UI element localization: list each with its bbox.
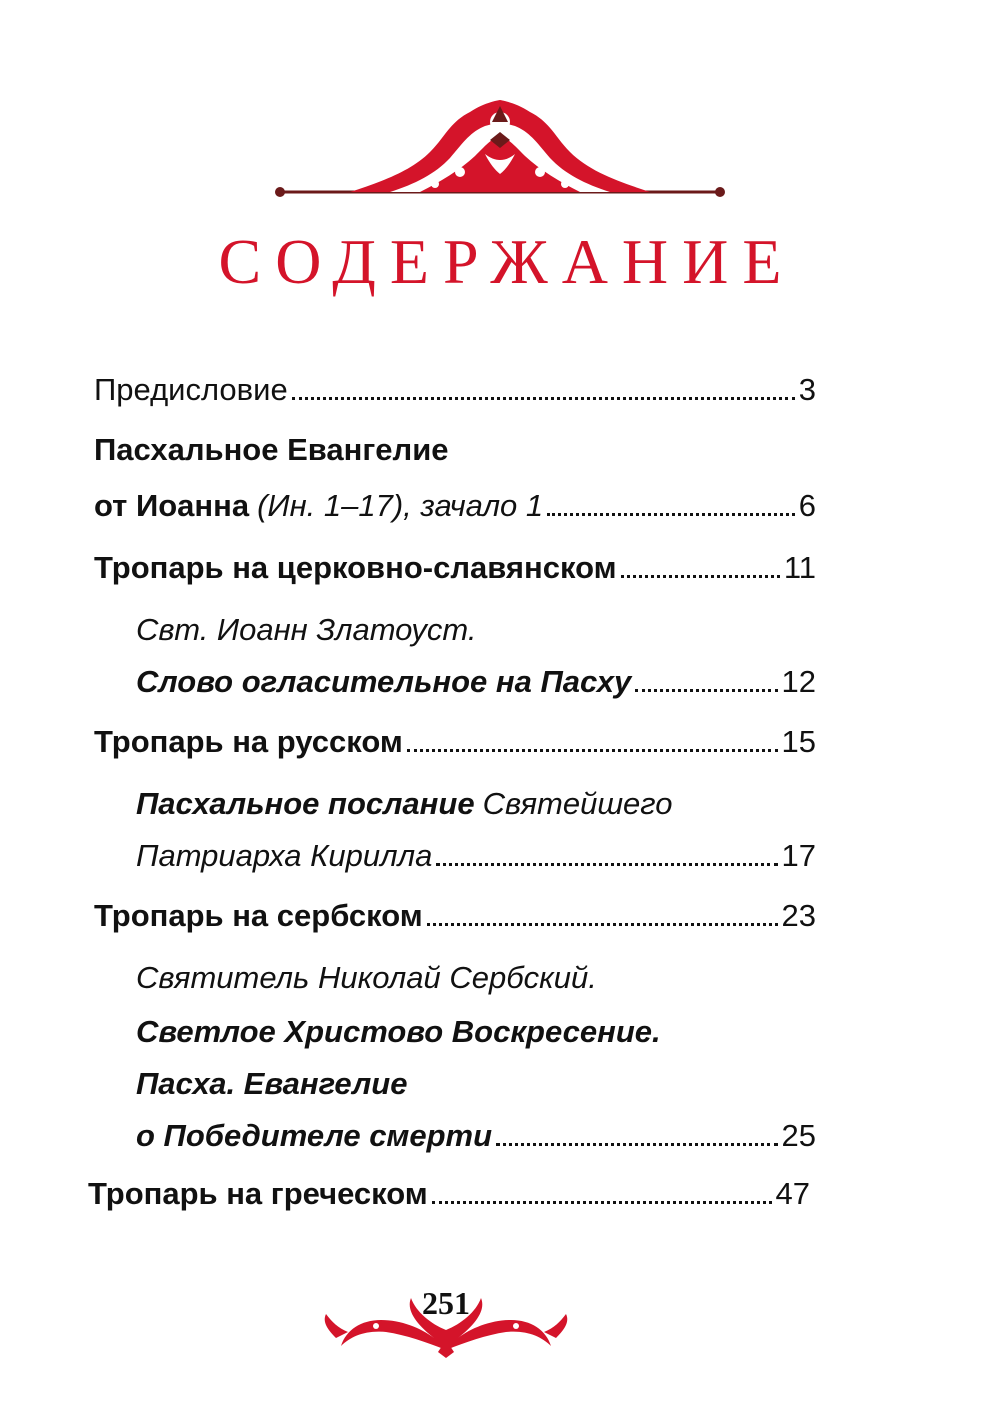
toc-page-number: 6 xyxy=(798,488,816,523)
toc-entry-title: о Победителе смерти xyxy=(136,1118,493,1153)
toc-entry-patriarch[interactable] xyxy=(136,836,816,876)
toc-entry-author: Патриарха Кирилла xyxy=(136,838,433,873)
toc-entry-chrysostom-author xyxy=(136,610,816,650)
toc-page-number: 25 xyxy=(781,1118,816,1153)
toc-entry-title: Слово огласительное на Пасху xyxy=(136,664,632,699)
leader-dots xyxy=(292,397,795,400)
page-title: СОДЕРЖАНИЕ xyxy=(218,226,796,297)
toc-entry-title: Тропарь на греческом xyxy=(88,1176,428,1211)
toc-entry-troparion-serbian[interactable] xyxy=(94,896,816,936)
toc-page-number: 11 xyxy=(783,550,816,585)
toc-entry-title: Пасха. Евангелие xyxy=(136,1066,408,1101)
leader-dots xyxy=(635,689,777,692)
toc-entry-troparion-greek[interactable] xyxy=(88,1174,810,1214)
toc-entry-reference: (Ин. 1–17), зачало 1 xyxy=(257,488,544,523)
toc-page-number: 15 xyxy=(781,724,816,759)
toc-entry-author: Святейшего xyxy=(482,786,673,821)
page-number: 251 xyxy=(422,1285,470,1321)
toc-entry-author: Святитель Николай Сербский. xyxy=(136,960,597,995)
toc-entry-title: Тропарь на сербском xyxy=(94,898,423,933)
toc-entry-title: Тропарь на церковно-славянском xyxy=(94,550,617,585)
toc-entry-nikolai-line1 xyxy=(136,1012,816,1052)
leader-dots xyxy=(547,513,795,516)
toc-entry-title: Предисловие xyxy=(94,372,288,407)
toc-page-number: 3 xyxy=(798,372,816,407)
leader-dots xyxy=(432,1201,772,1204)
toc-entry-troparion-church-slavonic[interactable] xyxy=(94,548,816,588)
toc-entry-nikolai-line2 xyxy=(136,1064,816,1104)
toc-entry-nikolai[interactable] xyxy=(136,1116,816,1156)
toc-entry-chrysostom[interactable] xyxy=(136,662,816,702)
leader-dots xyxy=(621,575,780,578)
toc-page-number: 12 xyxy=(781,664,816,699)
toc-page-number: 23 xyxy=(781,898,816,933)
toc-page-number: 17 xyxy=(781,838,816,873)
toc-page-number: 47 xyxy=(775,1176,810,1211)
toc-entry-nikolai-author xyxy=(136,958,816,998)
leader-dots xyxy=(407,749,778,752)
leader-dots xyxy=(496,1143,777,1146)
toc-entry-patriarch-line1 xyxy=(136,784,816,824)
toc-entry-gospel-line1[interactable] xyxy=(94,430,816,470)
toc-entry-title: от Иоанна xyxy=(94,488,250,523)
toc-entry-title: Пасхальное Евангелие xyxy=(94,432,449,467)
toc-entry-troparion-russian[interactable] xyxy=(94,722,816,762)
toc-entry-title: Тропарь на русском xyxy=(94,724,403,759)
leader-dots xyxy=(436,863,777,866)
toc-entry-preface[interactable] xyxy=(94,370,816,410)
toc-entry-gospel[interactable] xyxy=(94,486,816,526)
leader-dots xyxy=(427,923,778,926)
toc-entry-title: Пасхальное послание xyxy=(136,786,475,821)
toc-entry-author: Свт. Иоанн Златоуст. xyxy=(136,612,477,647)
toc-entry-title: Светлое Христово Воскресение. xyxy=(136,1014,661,1049)
